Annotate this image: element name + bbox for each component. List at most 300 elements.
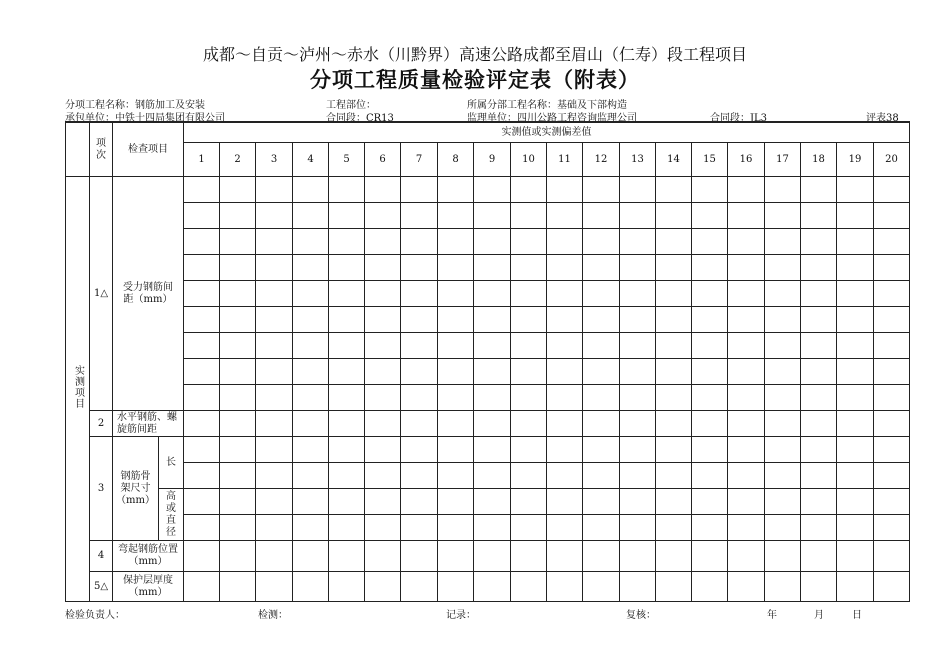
measure-cell[interactable] [293,463,329,489]
measure-cell[interactable] [620,385,656,411]
measure-cell[interactable] [438,489,474,515]
measure-cell[interactable] [511,463,547,489]
measure-cell[interactable] [365,437,401,463]
measure-cell[interactable] [365,411,401,437]
measure-cell[interactable] [438,281,474,307]
measure-cell[interactable] [256,255,293,281]
measure-cell[interactable] [801,177,837,203]
measure-cell[interactable] [220,541,256,572]
measure-cell[interactable] [583,572,620,602]
measure-cell[interactable] [874,541,910,572]
measure-cell[interactable] [293,177,329,203]
measure-cell[interactable] [837,307,874,333]
measure-cell[interactable] [401,489,438,515]
measure-cell[interactable] [583,307,620,333]
measure-cell[interactable] [801,515,837,541]
measure-cell[interactable] [220,203,256,229]
measure-cell[interactable] [837,229,874,255]
measure-cell[interactable] [837,463,874,489]
measure-cell[interactable] [874,359,910,385]
measure-cell[interactable] [547,359,583,385]
measure-cell[interactable] [765,463,801,489]
measure-cell[interactable] [547,437,583,463]
measure-cell[interactable] [692,333,728,359]
measure-cell[interactable] [329,359,365,385]
measure-cell[interactable] [547,177,583,203]
measure-cell[interactable] [184,359,220,385]
measure-cell[interactable] [511,281,547,307]
measure-cell[interactable] [728,359,765,385]
measure-cell[interactable] [656,572,692,602]
measure-cell[interactable] [184,572,220,602]
measure-cell[interactable] [547,489,583,515]
measure-cell[interactable] [547,411,583,437]
measure-cell[interactable] [765,437,801,463]
measure-cell[interactable] [184,333,220,359]
measure-cell[interactable] [438,307,474,333]
measure-cell[interactable] [583,411,620,437]
measure-cell[interactable] [692,281,728,307]
measure-cell[interactable] [728,541,765,572]
measure-cell[interactable] [438,385,474,411]
measure-cell[interactable] [329,463,365,489]
measure-cell[interactable] [401,177,438,203]
measure-cell[interactable] [365,229,401,255]
measure-cell[interactable] [329,203,365,229]
measure-cell[interactable] [365,541,401,572]
measure-cell[interactable] [293,437,329,463]
measure-cell[interactable] [547,281,583,307]
measure-cell[interactable] [474,229,511,255]
measure-cell[interactable] [256,437,293,463]
measure-cell[interactable] [401,411,438,437]
measure-cell[interactable] [329,489,365,515]
measure-cell[interactable] [438,541,474,572]
measure-cell[interactable] [656,333,692,359]
measure-cell[interactable] [511,541,547,572]
measure-cell[interactable] [620,255,656,281]
measure-cell[interactable] [656,281,692,307]
measure-cell[interactable] [401,307,438,333]
measure-cell[interactable] [511,307,547,333]
measure-cell[interactable] [511,255,547,281]
measure-cell[interactable] [801,572,837,602]
measure-cell[interactable] [547,203,583,229]
measure-cell[interactable] [765,541,801,572]
measure-cell[interactable] [801,411,837,437]
measure-cell[interactable] [692,229,728,255]
measure-cell[interactable] [620,203,656,229]
measure-cell[interactable] [474,411,511,437]
measure-cell[interactable] [511,359,547,385]
measure-cell[interactable] [583,333,620,359]
measure-cell[interactable] [329,572,365,602]
measure-cell[interactable] [365,333,401,359]
measure-cell[interactable] [728,203,765,229]
measure-cell[interactable] [583,229,620,255]
measure-cell[interactable] [365,203,401,229]
measure-cell[interactable] [692,203,728,229]
measure-cell[interactable] [511,411,547,437]
measure-cell[interactable] [256,541,293,572]
measure-cell[interactable] [837,177,874,203]
measure-cell[interactable] [401,281,438,307]
measure-cell[interactable] [620,359,656,385]
measure-cell[interactable] [256,489,293,515]
measure-cell[interactable] [474,385,511,411]
measure-cell[interactable] [184,307,220,333]
measure-cell[interactable] [620,411,656,437]
measure-cell[interactable] [365,489,401,515]
measure-cell[interactable] [220,463,256,489]
measure-cell[interactable] [620,307,656,333]
measure-cell[interactable] [365,359,401,385]
measure-cell[interactable] [547,333,583,359]
measure-cell[interactable] [874,333,910,359]
measure-cell[interactable] [874,255,910,281]
measure-cell[interactable] [438,515,474,541]
measure-cell[interactable] [874,515,910,541]
measure-cell[interactable] [184,411,220,437]
measure-cell[interactable] [583,385,620,411]
measure-cell[interactable] [765,411,801,437]
measure-cell[interactable] [874,572,910,602]
measure-cell[interactable] [656,177,692,203]
measure-cell[interactable] [874,489,910,515]
measure-cell[interactable] [474,572,511,602]
measure-cell[interactable] [692,463,728,489]
measure-cell[interactable] [438,572,474,602]
measure-cell[interactable] [547,541,583,572]
measure-cell[interactable] [220,489,256,515]
measure-cell[interactable] [184,541,220,572]
measure-cell[interactable] [801,463,837,489]
measure-cell[interactable] [293,333,329,359]
measure-cell[interactable] [547,385,583,411]
measure-cell[interactable] [583,177,620,203]
measure-cell[interactable] [438,203,474,229]
measure-cell[interactable] [801,203,837,229]
measure-cell[interactable] [474,203,511,229]
measure-cell[interactable] [692,489,728,515]
measure-cell[interactable] [474,281,511,307]
measure-cell[interactable] [765,489,801,515]
measure-cell[interactable] [329,333,365,359]
measure-cell[interactable] [765,255,801,281]
measure-cell[interactable] [656,541,692,572]
measure-cell[interactable] [438,333,474,359]
measure-cell[interactable] [692,255,728,281]
measure-cell[interactable] [728,463,765,489]
measure-cell[interactable] [728,411,765,437]
measure-cell[interactable] [547,229,583,255]
measure-cell[interactable] [620,515,656,541]
measure-cell[interactable] [837,255,874,281]
measure-cell[interactable] [583,515,620,541]
measure-cell[interactable] [365,515,401,541]
measure-cell[interactable] [583,203,620,229]
measure-cell[interactable] [656,489,692,515]
measure-cell[interactable] [511,177,547,203]
measure-cell[interactable] [765,572,801,602]
measure-cell[interactable] [329,281,365,307]
measure-cell[interactable] [474,463,511,489]
measure-cell[interactable] [874,411,910,437]
measure-cell[interactable] [511,229,547,255]
measure-cell[interactable] [401,333,438,359]
measure-cell[interactable] [620,229,656,255]
measure-cell[interactable] [656,229,692,255]
measure-cell[interactable] [656,255,692,281]
measure-cell[interactable] [256,307,293,333]
measure-cell[interactable] [801,385,837,411]
measure-cell[interactable] [293,572,329,602]
measure-cell[interactable] [438,177,474,203]
measure-cell[interactable] [765,281,801,307]
measure-cell[interactable] [547,307,583,333]
measure-cell[interactable] [692,177,728,203]
measure-cell[interactable] [293,515,329,541]
measure-cell[interactable] [728,255,765,281]
measure-cell[interactable] [220,229,256,255]
measure-cell[interactable] [620,281,656,307]
measure-cell[interactable] [474,255,511,281]
measure-cell[interactable] [184,515,220,541]
measure-cell[interactable] [365,177,401,203]
measure-cell[interactable] [401,463,438,489]
measure-cell[interactable] [692,385,728,411]
measure-cell[interactable] [801,333,837,359]
measure-cell[interactable] [620,572,656,602]
measure-cell[interactable] [801,541,837,572]
measure-cell[interactable] [837,359,874,385]
measure-cell[interactable] [401,515,438,541]
measure-cell[interactable] [293,307,329,333]
measure-cell[interactable] [329,515,365,541]
measure-cell[interactable] [256,411,293,437]
measure-cell[interactable] [438,229,474,255]
measure-cell[interactable] [184,177,220,203]
measure-cell[interactable] [220,572,256,602]
measure-cell[interactable] [837,203,874,229]
measure-cell[interactable] [837,541,874,572]
measure-cell[interactable] [256,333,293,359]
measure-cell[interactable] [874,463,910,489]
measure-cell[interactable] [220,255,256,281]
measure-cell[interactable] [874,177,910,203]
measure-cell[interactable] [401,541,438,572]
measure-cell[interactable] [656,437,692,463]
measure-cell[interactable] [220,411,256,437]
measure-cell[interactable] [547,255,583,281]
measure-cell[interactable] [220,359,256,385]
measure-cell[interactable] [583,359,620,385]
measure-cell[interactable] [801,281,837,307]
measure-cell[interactable] [401,255,438,281]
measure-cell[interactable] [837,515,874,541]
measure-cell[interactable] [765,177,801,203]
measure-cell[interactable] [765,515,801,541]
measure-cell[interactable] [547,463,583,489]
measure-cell[interactable] [728,515,765,541]
measure-cell[interactable] [837,489,874,515]
measure-cell[interactable] [874,229,910,255]
measure-cell[interactable] [837,437,874,463]
measure-cell[interactable] [728,177,765,203]
measure-cell[interactable] [329,177,365,203]
measure-cell[interactable] [256,572,293,602]
measure-cell[interactable] [256,359,293,385]
measure-cell[interactable] [184,489,220,515]
measure-cell[interactable] [692,541,728,572]
measure-cell[interactable] [256,385,293,411]
measure-cell[interactable] [401,437,438,463]
measure-cell[interactable] [184,463,220,489]
measure-cell[interactable] [401,203,438,229]
measure-cell[interactable] [801,307,837,333]
measure-cell[interactable] [401,385,438,411]
measure-cell[interactable] [620,333,656,359]
measure-cell[interactable] [511,385,547,411]
measure-cell[interactable] [293,359,329,385]
measure-cell[interactable] [184,437,220,463]
measure-cell[interactable] [656,385,692,411]
measure-cell[interactable] [329,307,365,333]
measure-cell[interactable] [837,281,874,307]
measure-cell[interactable] [256,229,293,255]
measure-cell[interactable] [474,359,511,385]
measure-cell[interactable] [293,541,329,572]
measure-cell[interactable] [728,229,765,255]
measure-cell[interactable] [438,359,474,385]
measure-cell[interactable] [329,541,365,572]
measure-cell[interactable] [365,385,401,411]
measure-cell[interactable] [365,463,401,489]
measure-cell[interactable] [220,281,256,307]
measure-cell[interactable] [401,572,438,602]
measure-cell[interactable] [220,333,256,359]
measure-cell[interactable] [620,541,656,572]
measure-cell[interactable] [365,307,401,333]
measure-cell[interactable] [620,463,656,489]
measure-cell[interactable] [329,255,365,281]
measure-cell[interactable] [184,229,220,255]
measure-cell[interactable] [329,437,365,463]
measure-cell[interactable] [583,463,620,489]
measure-cell[interactable] [256,463,293,489]
measure-cell[interactable] [511,437,547,463]
measure-cell[interactable] [837,572,874,602]
measure-cell[interactable] [293,385,329,411]
measure-cell[interactable] [620,489,656,515]
measure-cell[interactable] [365,255,401,281]
measure-cell[interactable] [438,463,474,489]
measure-cell[interactable] [801,359,837,385]
measure-cell[interactable] [656,411,692,437]
measure-cell[interactable] [256,281,293,307]
measure-cell[interactable] [438,437,474,463]
measure-cell[interactable] [184,203,220,229]
measure-cell[interactable] [728,572,765,602]
measure-cell[interactable] [692,437,728,463]
measure-cell[interactable] [765,307,801,333]
measure-cell[interactable] [220,437,256,463]
measure-cell[interactable] [293,203,329,229]
measure-cell[interactable] [728,437,765,463]
measure-cell[interactable] [329,411,365,437]
measure-cell[interactable] [365,572,401,602]
measure-cell[interactable] [837,385,874,411]
measure-cell[interactable] [220,515,256,541]
measure-cell[interactable] [220,385,256,411]
measure-cell[interactable] [511,572,547,602]
measure-cell[interactable] [401,229,438,255]
measure-cell[interactable] [293,229,329,255]
measure-cell[interactable] [656,359,692,385]
measure-cell[interactable] [837,411,874,437]
measure-cell[interactable] [728,489,765,515]
measure-cell[interactable] [184,385,220,411]
measure-cell[interactable] [401,359,438,385]
measure-cell[interactable] [765,385,801,411]
measure-cell[interactable] [547,515,583,541]
measure-cell[interactable] [438,411,474,437]
measure-cell[interactable] [474,307,511,333]
measure-cell[interactable] [874,385,910,411]
measure-cell[interactable] [184,255,220,281]
measure-cell[interactable] [728,333,765,359]
measure-cell[interactable] [728,307,765,333]
measure-cell[interactable] [692,515,728,541]
measure-cell[interactable] [293,281,329,307]
measure-cell[interactable] [583,437,620,463]
measure-cell[interactable] [874,437,910,463]
measure-cell[interactable] [692,359,728,385]
measure-cell[interactable] [656,463,692,489]
measure-cell[interactable] [511,489,547,515]
measure-cell[interactable] [583,541,620,572]
measure-cell[interactable] [293,489,329,515]
measure-cell[interactable] [874,281,910,307]
measure-cell[interactable] [692,307,728,333]
measure-cell[interactable] [620,177,656,203]
measure-cell[interactable] [583,255,620,281]
measure-cell[interactable] [765,333,801,359]
measure-cell[interactable] [583,489,620,515]
measure-cell[interactable] [765,229,801,255]
measure-cell[interactable] [837,333,874,359]
measure-cell[interactable] [692,411,728,437]
measure-cell[interactable] [874,203,910,229]
measure-cell[interactable] [329,385,365,411]
measure-cell[interactable] [801,489,837,515]
measure-cell[interactable] [220,177,256,203]
measure-cell[interactable] [583,281,620,307]
measure-cell[interactable] [620,437,656,463]
measure-cell[interactable] [256,177,293,203]
measure-cell[interactable] [474,541,511,572]
measure-cell[interactable] [474,515,511,541]
measure-cell[interactable] [220,307,256,333]
measure-cell[interactable] [365,281,401,307]
measure-cell[interactable] [765,203,801,229]
measure-cell[interactable] [801,255,837,281]
measure-cell[interactable] [474,437,511,463]
measure-cell[interactable] [184,281,220,307]
measure-cell[interactable] [801,229,837,255]
measure-cell[interactable] [293,411,329,437]
measure-cell[interactable] [474,333,511,359]
